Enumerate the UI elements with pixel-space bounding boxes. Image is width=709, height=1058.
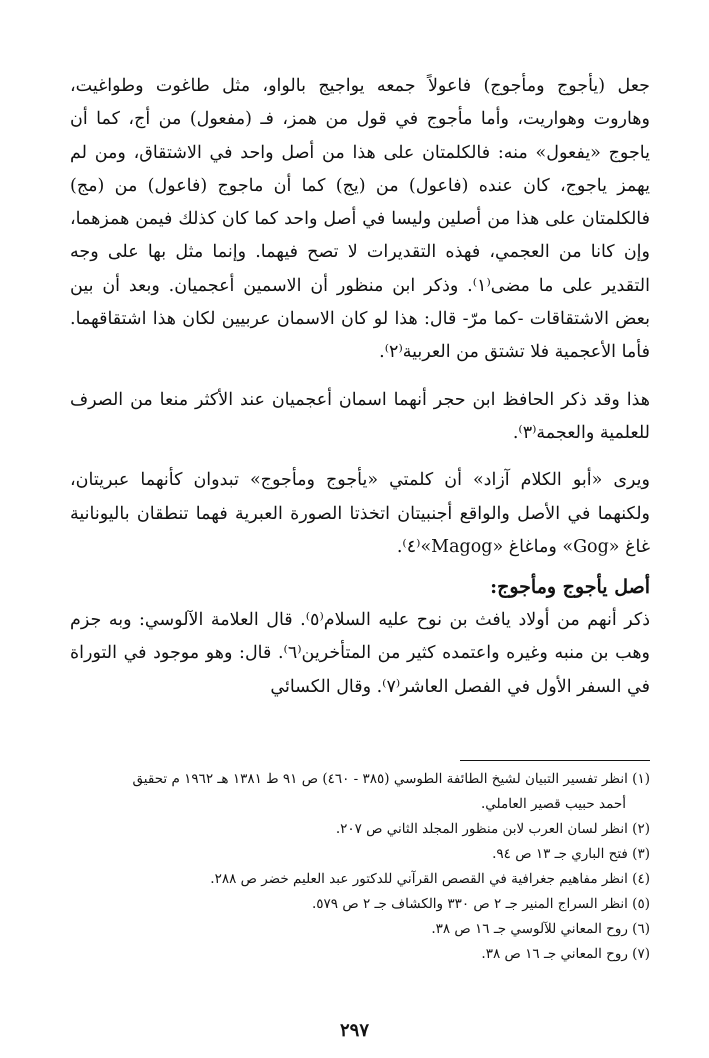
section-heading: أصل يأجوج ومأجوج:: [490, 576, 650, 599]
paragraph-3: ويرى «أبو الكلام آزاد» أن كلمتي «يأجوج ومأجوج» تبدوان كأنهما عبريتان، ولكنهما في الأصل والواقع أجنبيتان اتخذتا الصورة العبرية فهما تنطقان باليونانية غاغ «Gog» وماغاغ «Magog»⁽٤⁾.: [70, 470, 650, 557]
footnote-5: (٥) انظر السراج المنير جـ ٢ ص ٣٣٠ والكشاف جـ ٢ ص ٥٧٩.: [311, 896, 650, 912]
footnote-1: (١) انظر تفسير التبيان لشيخ الطائفة الطوسي (٣٨٥ - ٤٦٠) ص ٩١ ط ١٣٨١ هـ ١٩٦٢ م تحقيق: [132, 771, 650, 787]
footnote-4: (٤) انظر مفاهيم جغرافية في القصص القرآني للدكتور عبد العليم خضر ص ٢٨٨.: [210, 871, 650, 887]
paragraph-1: جعل (يأجوج ومأجوج) فاعولاً جمعه يواجيج بالواو، مثل طاغوت وطواغيت، وهاروت وهواريت، وأما مأجوج في قول من همز، فـ (مفعول) من أج، كما أن ياجوج «يفعول» منه: فالكلمتان على هذا من أصل واحد في الاشتقاق، ومن لم يهمز ياجوج، كان عنده (فاعول) من (يج) كما أن ماجوج (فاعول) من (مج) فالكلمتان على هذا من أصلين وليسا في أصل واحد كما كان كذلك فيمن همزهما، وإن كانا من العجمي، فهذه التقديرات لا تصح فيهما. وإنما مثل بها على وجه التقدير على ما مضى⁽١⁾. وذكر ابن منظور أن الاسمين أعجميان. وبعد أن بين بعض الاشتقاقات -كما مرّ- قال: هذا لو كان الاسمان عربيين لكان هذا اشتقاقهما. فأما الأعجمية فلا تشتق من العربية⁽٢⁾.: [70, 76, 650, 363]
footnote-6: (٦) روح المعاني للآلوسي جـ ١٦ ص ٣٨.: [431, 921, 650, 937]
footnote-7: (٧) روح المعاني جـ ١٦ ص ٣٨.: [481, 946, 650, 962]
paragraph-4: ذكر أنهم من أولاد يافث بن نوح عليه السلام⁽٥⁾. قال العلامة الآلوسي: وبه جزم وهب بن منبه وغيره واعتمده كثير من المتأخرين⁽٦⁾. قال: وهو موجود في التوراة في السفر الأول في الفصل العاشر⁽٧⁾. وقال الكسائي: [70, 610, 650, 697]
main-text: [70, 70, 650, 704]
footnotes: [70, 760, 650, 967]
footnote-2: (٢) انظر لسان العرب لابن منظور المجلد الثاني ص ٢٠٧.: [335, 821, 650, 837]
paragraph-2: هذا وقد ذكر الحافظ ابن حجر أنهما اسمان أعجميان عند الأكثر منعا من الصرف للعلمية والعجمة⁽٣⁾.: [70, 389, 650, 443]
page-number: ٢٩٧: [339, 1020, 369, 1041]
footnote-3: (٣) فتح الباري جـ ١٣ ص ٩٤.: [492, 846, 650, 862]
footnote-1-continuation: أحمد حبيب قصير العاملي.: [480, 796, 626, 812]
footnote-divider: [460, 760, 650, 761]
